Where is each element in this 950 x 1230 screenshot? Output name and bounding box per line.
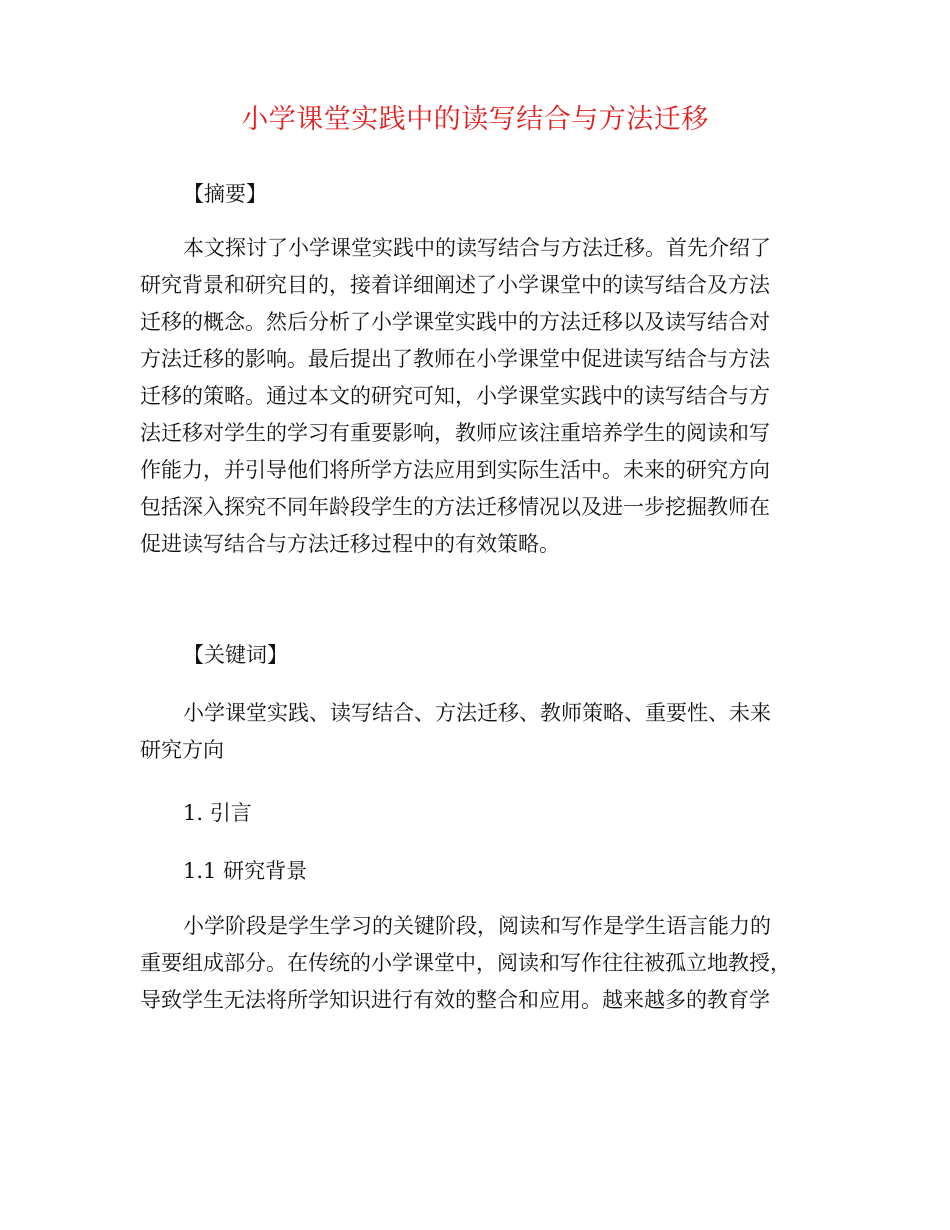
background-paragraph	[140, 908, 820, 1019]
abstract-line: 促进读写结合与方法迁移过程中的有效策略。	[140, 532, 560, 556]
keywords-heading: 【关键词】	[183, 643, 288, 667]
subsection-heading-background: 1.1 研究背景	[183, 859, 308, 883]
abstract-line: 包括深入探究不同年龄段学生的方法迁移情况以及进一步挖掘教师在	[140, 495, 770, 519]
abstract-line: 方法迁移的影响。最后提出了教师在小学课堂中促进读写结合与方法	[140, 347, 770, 371]
abstract-line: 作能力，并引导他们将所学方法应用到实际生活中。未来的研究方向	[140, 458, 770, 482]
abstract-line: 法迁移对学生的学习有重要影响，教师应该注重培养学生的阅读和写	[140, 421, 770, 445]
background-line: 重要组成部分。在传统的小学课堂中，阅读和写作往往被孤立地教授，	[140, 951, 791, 975]
keywords-line: 小学课堂实践、读写结合、方法迁移、教师策略、重要性、未来	[183, 701, 771, 725]
abstract-line: 迁移的概念。然后分析了小学课堂实践中的方法迁移以及读写结合对	[140, 310, 770, 334]
section-heading-introduction: 1. 引言	[183, 801, 252, 825]
abstract-line: 迁移的策略。通过本文的研究可知，小学课堂实践中的读写结合与方	[140, 384, 770, 408]
abstract-paragraph	[140, 230, 820, 563]
abstract-line: 本文探讨了小学课堂实践中的读写结合与方法迁移。首先介绍了	[183, 236, 771, 260]
background-line: 导致学生无法将所学知识进行有效的整合和应用。越来越多的教育学	[140, 988, 770, 1012]
abstract-heading: 【摘要】	[183, 182, 267, 206]
abstract-line: 研究背景和研究目的，接着详细阐述了小学课堂中的读写结合及方法	[140, 273, 770, 297]
keywords-line: 研究方向	[140, 738, 224, 762]
keywords-paragraph	[140, 695, 820, 769]
document-title: 小学课堂实践中的读写结合与方法迁移	[241, 104, 709, 135]
background-line: 小学阶段是学生学习的关键阶段，阅读和写作是学生语言能力的	[183, 914, 771, 938]
